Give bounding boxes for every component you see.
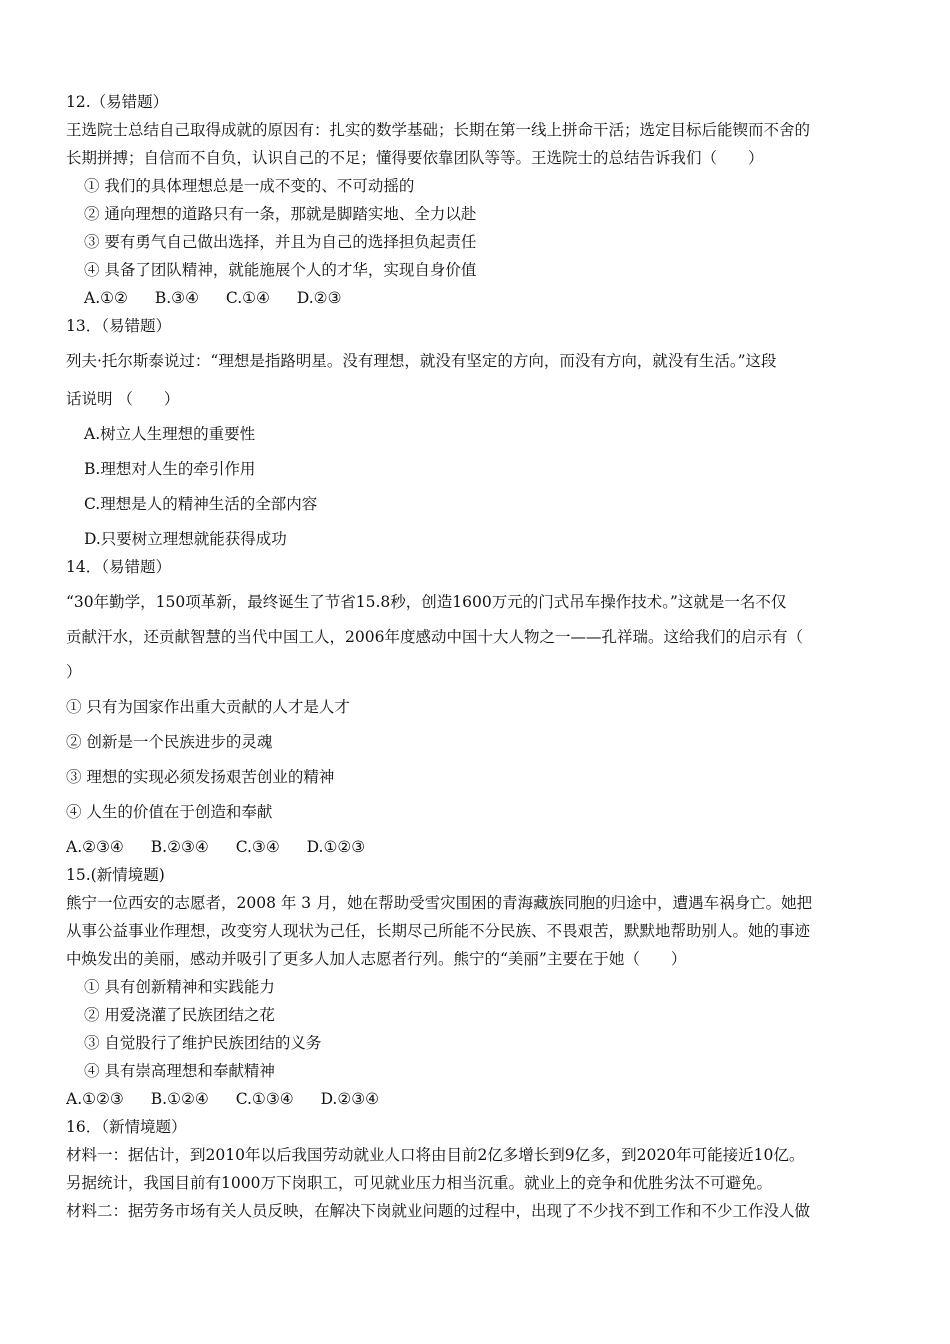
question-15-item-3: ③ 自觉股行了维护民族团结的义务 [84,1034,322,1052]
question-13-option-c: C.理想是人的精神生活的全部内容 [84,495,318,513]
question-15-item-4: ④ 具有崇高理想和奉献精神 [84,1062,275,1080]
question-12-stem-line-2: 长期拼搏；自信而不自负，认识自己的不足；懂得要依靠团队等等。王选院士的总结告诉我们（ ） [66,149,764,167]
question-13-stem-line-2: 话说明 （ ） [66,390,180,408]
question-14-option-d: D.①②③ [306,838,366,856]
question-16 [66,1113,890,1225]
question-13-option-b: B.理想对人生的牵引作用 [84,460,256,478]
question-12-item-4: ④ 具备了团队精神，就能施展个人的才华，实现自身价值 [84,261,477,279]
question-13-option-d: D.只要树立理想就能获得成功 [84,530,287,548]
question-13-option-a: A.树立人生理想的重要性 [84,425,256,443]
question-15 [66,861,890,1113]
question-12-option-c: C.①④ [225,289,270,307]
question-14-item-1: ① 只有为国家作出重大贡献的人才是人才 [66,698,350,716]
question-14-item-2: ② 创新是一个民族进步的灵魂 [66,733,273,751]
question-14-stem-line-3: ） [66,663,82,681]
question-15-head: 15.(新情境题) [66,866,165,884]
question-14-head: 14．（易错题） [66,558,171,576]
question-12-stem-line-1: 王选院士总结自己取得成就的原因有：扎实的数学基础；长期在第一线上拼命干活；选定目标后能锲而不舍的 [66,121,811,139]
question-14-item-3: ③ 理想的实现必须发扬艰苦创业的精神 [66,768,335,786]
question-12-option-b: B.③④ [154,289,199,307]
question-15-options [66,1085,890,1113]
question-14-option-b: B.②③④ [150,838,209,856]
question-14-options [66,833,890,861]
question-15-item-2: ② 用爱浇灌了民族团结之花 [84,1006,275,1024]
question-12 [66,88,890,312]
question-15-option-d: D.②③④ [320,1090,380,1108]
question-14-option-c: C.③④ [235,838,280,856]
question-15-option-a: A.①②③ [66,1090,124,1108]
question-12-options [66,284,890,312]
question-12-head: 12.（易错题） [66,93,169,111]
question-12-item-1: ① 我们的具体理想总是一成不变的、不可动摇的 [84,177,415,195]
question-15-stem-line-1: 熊宁一位西安的志愿者，2008 年 3 月，她在帮助受雪灾围困的青海藏族同胞的归途中，遭遇车祸身亡。她把 [66,894,813,912]
question-15-item-1: ① 具有创新精神和实践能力 [84,978,275,996]
question-12-item-3: ③ 要有勇气自己做出选择，并且为自己的选择担负起责任 [84,233,477,251]
question-13-head: 13．（易错题） [66,317,171,335]
question-14 [66,553,890,861]
question-16-line-3: 材料二：据劳务市场有关人员反映，在解决下岗就业问题的过程中，出现了不少找不到工作和不少工作没人做 [66,1202,811,1220]
question-13 [66,312,890,553]
question-15-option-b: B.①②④ [150,1090,209,1108]
question-12-option-a: A.①② [84,289,128,307]
question-13-stem-line-1: 列夫·托尔斯泰说过：“理想是指路明星。没有理想，就没有坚定的方向，而没有方向，就没有生活。”这段 [66,352,777,370]
question-16-head: 16．（新情境题） [66,1118,187,1136]
question-12-option-d: D.②③ [296,289,342,307]
question-15-option-c: C.①③④ [235,1090,294,1108]
question-14-stem-line-1: “30年勤学，150项革新，最终诞生了节省15.8秒，创造1600万元的门式吊车操作技术。”这就是一名不仅 [66,593,787,611]
question-15-stem-line-2: 从事公益事业作理想，改变穷人现状为己任，长期尽己所能不分民族、不畏艰苦，默默地帮助别人。她的事迹 [66,922,811,940]
question-15-stem-line-3: 中焕发出的美丽，感动并吸引了更多人加人志愿者行列。熊宁的“美丽”主要在于她（ ） [66,950,687,968]
question-14-stem-line-2: 贡献汗水，还贡献智慧的当代中国工人，2006年度感动中国十大人物之一——孔祥瑞。这给我们的启示有（ [66,628,803,646]
question-16-line-2: 另据统计，我国目前有1000万下岗职工，可见就业压力相当沉重。就业上的竞争和优胜劣汰不可避免。 [66,1174,772,1192]
question-14-item-4: ④ 人生的价值在于创造和奉献 [66,803,273,821]
question-12-item-2: ② 通向理想的道路只有一条，那就是脚踏实地、全力以赴 [84,205,477,223]
question-14-option-a: A.②③④ [66,838,124,856]
question-16-line-1: 材料一：据估计，到2010年以后我国劳动就业人口将由目前2亿多增长到9亿多，到2020年可能接近10亿。 [66,1146,805,1164]
